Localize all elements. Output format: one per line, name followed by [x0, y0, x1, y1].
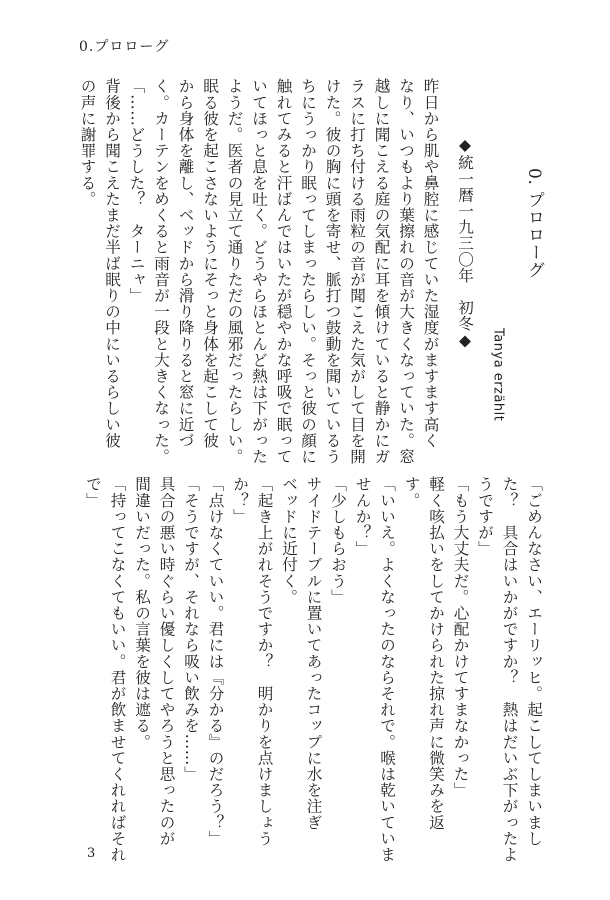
text-line: 「いいえ。よくなったのならそれで。喉は乾いていま — [378, 476, 396, 863]
text-line: 「ごめんなさい、エーリッヒ。起こしてしまいまし — [525, 476, 543, 847]
text-line: 触れてみると汗ばんではいたが穏やかな呼吸で眠って — [274, 78, 293, 465]
text-line: 「少しもらおう」 — [329, 476, 347, 605]
lower-text-block — [81, 476, 547, 863]
text-line: ようだ。医者の見立て通りただの風邪だったらしい。 — [225, 78, 244, 465]
text-line: 「……どうした？ ターニャ」 — [127, 78, 146, 304]
text-line: た？ 具合はいかがですか？ 熱はだいぶ下がったよ — [500, 476, 519, 863]
text-line: 越しに聞こえる庭の気配に耳を傾けていると静かにガ — [372, 78, 391, 465]
text-line: 「点けなくていい。君には『分かる』のだろう？」 — [206, 476, 225, 847]
text-line: す。 — [402, 476, 421, 509]
text-line: せんか？」 — [353, 476, 372, 557]
text-line: ちにうっかり眠ってしまったらしい。そっと彼の顔に — [299, 78, 317, 465]
text-line: から身体を離し、ベッドから滑り降りると窓に近づ — [176, 78, 195, 449]
text-line: の声に謝罪する。 — [78, 78, 97, 207]
text-line: 間違いだった。私の言葉を彼は遮る。 — [133, 476, 151, 750]
text-line: ラスに打ち付ける雨粒の音が聞こえた気がして目を開 — [348, 78, 366, 465]
running-head: 0.プロローグ — [79, 39, 170, 55]
text-line: で」 — [84, 476, 102, 509]
text-line: 「もう大丈夫だ。心配かけてすまなかった」 — [451, 476, 470, 798]
text-line: うですが」 — [476, 476, 494, 557]
text-line: ベッドに近付く。 — [280, 476, 298, 605]
text-line: 背後から聞こえたまだ半ば眠りの中にいるらしい彼 — [103, 78, 121, 449]
author-line: Tanya erzählt — [490, 328, 506, 422]
text-line: サイドテーブルに置いてあったコップに水を注ぎ — [304, 476, 323, 831]
text-line: か？」 — [231, 476, 249, 525]
text-line: いてほっと息を吐く。どうやらほとんど熱は下がった — [250, 78, 268, 465]
text-line: なり、いつもより葉擦れの音が大きくなっていた。窓 — [397, 78, 415, 465]
upper-text-block — [75, 78, 546, 465]
text-line: 「そうですが、それなら吸い飲みを……」 — [182, 476, 200, 782]
page-number: 3 — [87, 846, 96, 861]
text-line: けた。彼の胸に頭を寄せ、脈打つ鼓動を聞いているう — [323, 78, 342, 465]
text-line: 眠る彼を起こさないようにそっと身体を起こして彼 — [201, 78, 219, 449]
text-line: く。カーテンをめくると雨音が一段と大きくなった。 — [152, 78, 170, 465]
chapter-title: 0. プロローグ — [524, 168, 544, 279]
date-line: ◆統一暦一九三〇年 初冬◆ — [456, 136, 474, 351]
text-line: 昨日から肌や鼻腔に感じていた湿度がますます高く — [421, 78, 440, 449]
text-line: 「持ってこなくてもいい。君が飲ませてくれればそれ — [108, 476, 127, 863]
text-line: 軽く咳払いをしてかけられた掠れ声に微笑みを返 — [427, 476, 445, 831]
text-line: 「起き上がれそうですか？ 明かりを点けましょう — [255, 476, 274, 847]
text-line: 具合の悪い時ぐらい優しくしてやろうと思ったのが — [157, 476, 176, 847]
